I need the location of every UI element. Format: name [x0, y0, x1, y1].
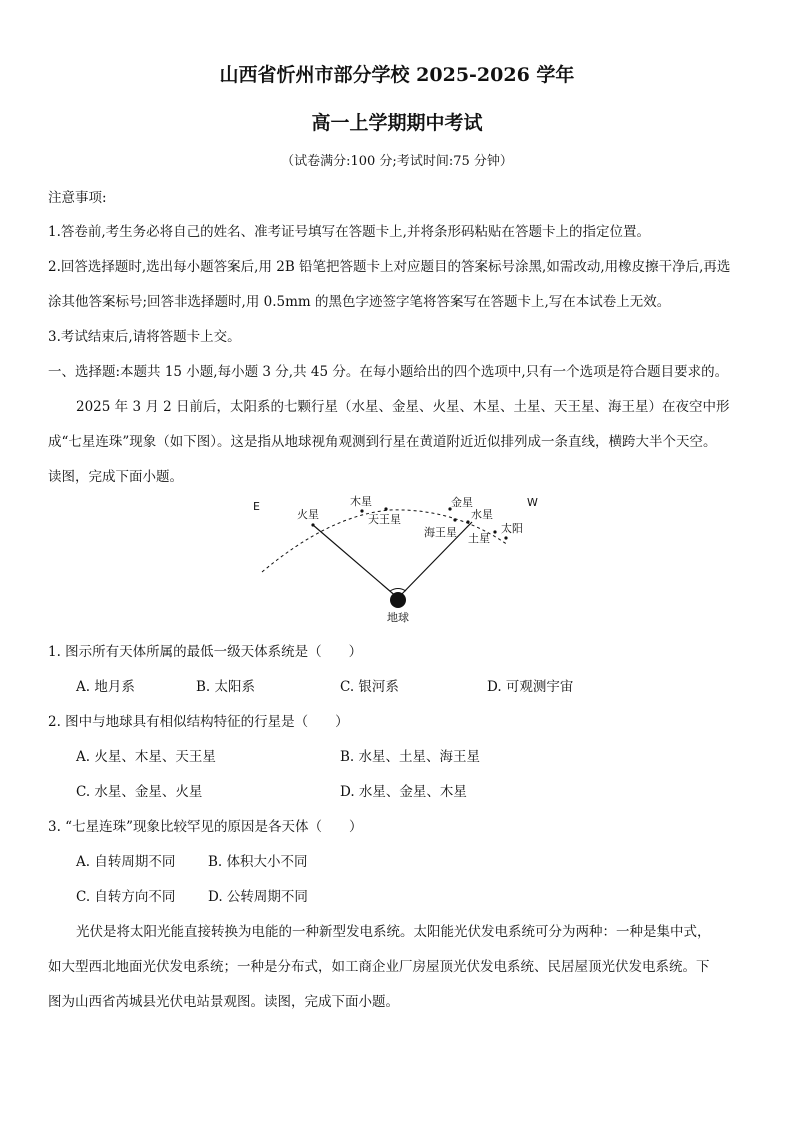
- label-mercury: 水星: [471, 508, 493, 521]
- note-item-2-line2: 涂其他答案标号;回答非选择题时,用 0.5mm 的黑色字迹签字笔将答案写在答题卡上,写在本试卷上无效。: [48, 294, 671, 310]
- label-sun: 太阳: [501, 522, 523, 535]
- planet-alignment-diagram: [240, 490, 540, 630]
- note-item-1: 1.答卷前,考生务必将自己的姓名、准考证号填写在答题卡上,并将条形码粘贴在答题卡上的指定位置。: [48, 224, 650, 240]
- q1-option-c[interactable]: C. 银河系: [340, 679, 399, 695]
- exam-info: （试卷满分:100 分;考试时间:75 分钟）: [281, 154, 513, 169]
- q1-option-a[interactable]: A. 地月系: [76, 679, 135, 695]
- q3-option-c[interactable]: C. 自转方向不同: [76, 889, 176, 905]
- label-saturn: 土星: [468, 532, 490, 545]
- saturn-dot: [493, 530, 496, 533]
- label-mars: 火星: [297, 508, 319, 521]
- q3-option-a[interactable]: A. 自转周期不同: [76, 854, 176, 870]
- view-angle-arc: [390, 589, 406, 592]
- q1-option-d[interactable]: D. 可观测宇宙: [487, 679, 574, 695]
- mars-dot: [311, 523, 314, 526]
- label-neptune: 海王星: [424, 526, 457, 539]
- label-uranus: 天王星: [368, 513, 401, 526]
- label-venus: 金星: [451, 496, 473, 509]
- passage2-line-3: 图为山西省芮城县光伏电站景观图。读图，完成下面小题。: [48, 994, 399, 1010]
- label-east: E: [253, 500, 260, 513]
- notes-heading: 注意事项:: [48, 190, 107, 206]
- q3-option-b[interactable]: B. 体积大小不同: [208, 854, 308, 870]
- q3-option-d[interactable]: D. 公转周期不同: [208, 889, 308, 905]
- q2-option-d[interactable]: D. 水星、金星、木星: [340, 784, 467, 800]
- intro-line-1: 2025 年 3 月 2 日前后，太阳系的七颗行星（水星、金星、火星、木星、土星、天王星、海王星）在夜空中形: [76, 399, 730, 415]
- label-earth: 地球: [387, 611, 409, 624]
- exam-title-line1: 山西省忻州市部分学校 2025-2026 学年: [219, 64, 575, 86]
- sun-dot: [504, 536, 507, 539]
- q2-option-c[interactable]: C. 水星、金星、火星: [76, 784, 203, 800]
- sightline-left: [313, 525, 398, 598]
- intro-line-2: 成“七星连珠”现象（如下图）。这是指从地球视角观测到行星在黄道附近近似排列成一条直线，横跨大半个天空。: [48, 434, 717, 450]
- passage2-line-2: 如大型西北地面光伏发电系统；一种是分布式，如工商企业厂房屋顶光伏发电系统、民居屋顶光伏发电系统。下: [48, 959, 710, 975]
- uranus-dot: [384, 507, 387, 510]
- intro-line-3: 读图，完成下面小题。: [48, 469, 183, 485]
- passage2-line-1: 光伏是将太阳光能直接转换为电能的一种新型发电系统。太阳能光伏发电系统可分为两种：一种是集中式，: [76, 924, 711, 940]
- note-item-3: 3.考试结束后,请将答题卡上交。: [48, 329, 241, 345]
- q2-option-a[interactable]: A. 火星、木星、天王星: [76, 749, 216, 765]
- question-3-stem: 3. “七星连珠”现象比较罕见的原因是各天体（ ）: [48, 819, 363, 835]
- label-jupiter: 木星: [350, 495, 372, 508]
- note-item-2-line1: 2.回答选择题时,选出每小题答案后,用 2B 铅笔把答题卡上对应题目的答案标号涂黑,如需改动,用橡皮擦干净后,再选: [48, 259, 731, 275]
- earth-dot: [390, 592, 406, 608]
- label-west: W: [527, 496, 538, 509]
- section-heading: 一、选择题:本题共 15 小题,每小题 3 分,共 45 分。在每小题给出的四个选项中,只有一个选项是符合题目要求的。: [48, 364, 729, 380]
- q2-option-b[interactable]: B. 水星、土星、海王星: [340, 749, 481, 765]
- q1-option-b[interactable]: B. 太阳系: [196, 679, 256, 695]
- exam-title-line2: 高一上学期期中考试: [311, 112, 483, 134]
- neptune-dot: [453, 518, 456, 521]
- jupiter-dot: [360, 509, 363, 512]
- question-1-stem: 1. 图示所有天体所属的最低一级天体系统是（ ）: [48, 644, 363, 660]
- question-2-stem: 2. 图中与地球具有相似结构特征的行星是（ ）: [48, 714, 349, 730]
- mercury-dot: [466, 520, 469, 523]
